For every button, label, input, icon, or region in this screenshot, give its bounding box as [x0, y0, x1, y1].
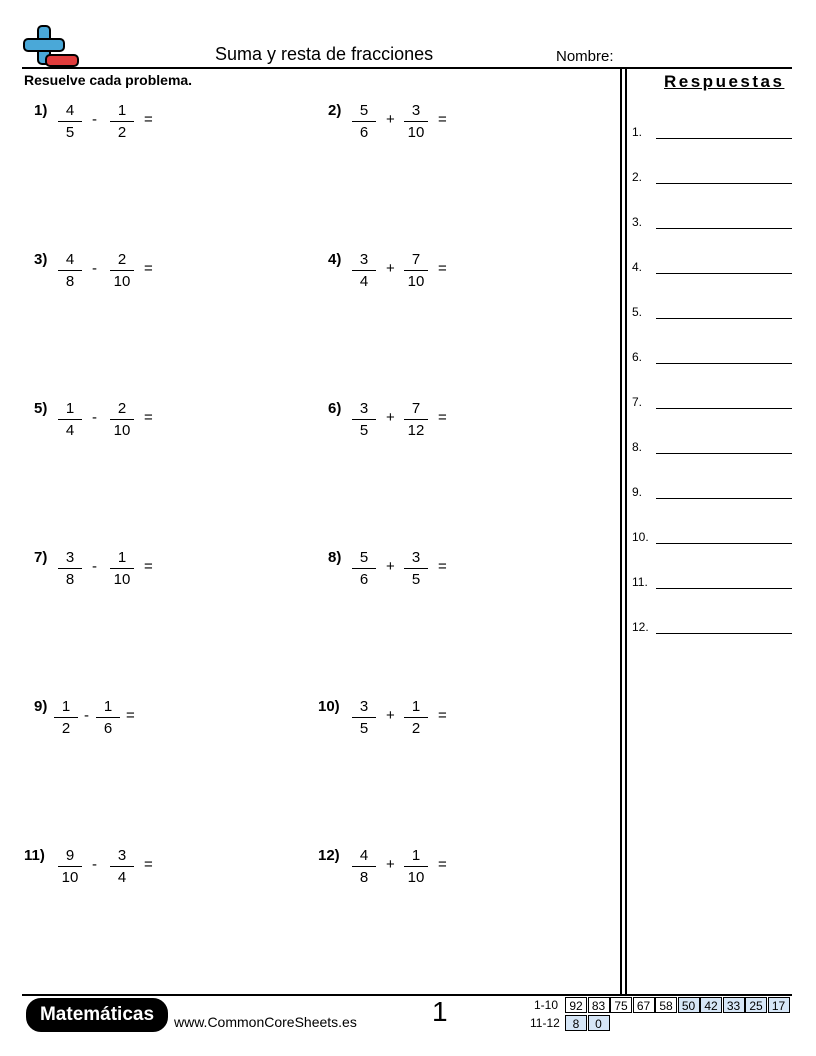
answer-row — [632, 254, 792, 274]
answer-number: 1. — [632, 125, 643, 139]
numerator: 1 — [404, 698, 428, 718]
problem-number: 2) — [328, 102, 342, 119]
problem — [318, 549, 598, 589]
equals-sign: = — [126, 707, 135, 724]
page-title: Suma y resta de fracciones — [215, 44, 434, 64]
numerator: 4 — [58, 251, 82, 271]
denominator: 8 — [359, 869, 369, 886]
operator: - — [92, 111, 97, 128]
answer-row — [632, 164, 792, 184]
answer-number: 7. — [632, 395, 643, 409]
numerator: 2 — [110, 251, 134, 271]
denominator: 10 — [407, 124, 425, 141]
numerator: 3 — [404, 102, 428, 122]
numerator: 3 — [58, 549, 82, 569]
equals-sign: = — [144, 558, 153, 575]
numerator: 3 — [110, 847, 134, 867]
score-cell: 83 — [588, 997, 610, 1013]
problem — [318, 102, 598, 142]
numerator: 1 — [110, 102, 134, 122]
operator: - — [92, 856, 97, 873]
equals-sign: = — [144, 260, 153, 277]
problem — [24, 847, 304, 887]
problem — [24, 251, 304, 291]
problem-number: 8) — [328, 549, 342, 566]
denominator: 10 — [407, 869, 425, 886]
answer-blank[interactable] — [656, 318, 792, 319]
problem-number: 3) — [34, 251, 48, 268]
score-cell: 75 — [610, 997, 632, 1013]
numerator: 4 — [58, 102, 82, 122]
answer-row — [632, 614, 792, 634]
column-divider — [625, 69, 627, 995]
score-cell: 25 — [745, 997, 767, 1013]
fraction — [352, 251, 376, 290]
problem-number: 6) — [328, 400, 342, 417]
name-label: Nombre: — [556, 48, 614, 65]
operator: + — [386, 409, 395, 426]
problem-number: 7) — [34, 549, 48, 566]
answer-blank[interactable] — [656, 633, 792, 634]
fraction — [352, 102, 376, 141]
fraction — [352, 549, 376, 588]
plus-minus-logo-icon — [22, 24, 80, 68]
answer-number: 11. — [632, 575, 648, 589]
operator: + — [386, 707, 395, 724]
fraction — [404, 847, 428, 886]
numerator: 1 — [54, 698, 78, 718]
problem-number: 5) — [34, 400, 48, 417]
fraction — [404, 400, 428, 439]
equals-sign: = — [144, 856, 153, 873]
column-divider — [620, 69, 622, 995]
equals-sign: = — [438, 856, 447, 873]
fraction — [58, 251, 82, 290]
score-cell: 92 — [565, 997, 587, 1013]
denominator: 5 — [411, 571, 421, 588]
answer-row — [632, 299, 792, 319]
answer-row — [632, 344, 792, 364]
numerator: 1 — [404, 847, 428, 867]
denominator: 8 — [65, 273, 75, 290]
numerator: 1 — [96, 698, 120, 718]
denominator: 4 — [117, 869, 127, 886]
problem — [318, 847, 598, 887]
answer-number: 3. — [632, 215, 643, 229]
numerator: 2 — [110, 400, 134, 420]
fraction — [404, 549, 428, 588]
score-cell: 33 — [723, 997, 745, 1013]
denominator: 6 — [359, 571, 369, 588]
problem — [318, 251, 598, 291]
fraction — [54, 698, 78, 737]
numerator: 9 — [58, 847, 82, 867]
operator: - — [92, 409, 97, 426]
denominator: 2 — [61, 720, 71, 737]
fraction — [404, 102, 428, 141]
denominator: 8 — [65, 571, 75, 588]
numerator: 4 — [352, 847, 376, 867]
score-cell: 8 — [565, 1015, 587, 1031]
fraction — [352, 698, 376, 737]
footer-divider — [22, 994, 792, 996]
answer-number: 5. — [632, 305, 643, 319]
answer-number: 10. — [632, 530, 649, 544]
numerator: 3 — [352, 251, 376, 271]
fraction — [110, 251, 134, 290]
problem-number: 1) — [34, 102, 48, 119]
operator: + — [386, 260, 395, 277]
equals-sign: = — [438, 558, 447, 575]
score-cell: 67 — [633, 997, 655, 1013]
fraction — [58, 400, 82, 439]
problem — [318, 400, 598, 440]
denominator: 6 — [103, 720, 113, 737]
denominator: 4 — [65, 422, 75, 439]
denominator: 5 — [359, 422, 369, 439]
fraction — [352, 847, 376, 886]
answer-blank[interactable] — [656, 543, 792, 544]
fraction — [404, 698, 428, 737]
problem — [24, 698, 304, 738]
problem — [24, 400, 304, 440]
problem — [24, 102, 304, 142]
operator: - — [92, 558, 97, 575]
score-cell: 0 — [588, 1015, 610, 1031]
operator: + — [386, 558, 395, 575]
score-cell: 50 — [678, 997, 700, 1013]
answers-title: Respuestas — [664, 72, 785, 91]
denominator: 10 — [113, 571, 131, 588]
problem-number: 9) — [34, 698, 48, 715]
numerator: 7 — [404, 251, 428, 271]
fraction — [110, 102, 134, 141]
site-url[interactable]: www.CommonCoreSheets.es — [174, 1014, 357, 1030]
answer-blank[interactable] — [656, 588, 792, 589]
page-number: 1 — [432, 996, 448, 1027]
answer-number: 12. — [632, 620, 649, 634]
denominator: 5 — [65, 124, 75, 141]
operator: + — [386, 111, 395, 128]
equals-sign: = — [144, 111, 153, 128]
answer-row — [632, 209, 792, 229]
problem — [318, 698, 598, 738]
answer-row — [632, 524, 792, 544]
answer-blank[interactable] — [656, 228, 792, 229]
fraction — [58, 102, 82, 141]
numerator: 3 — [352, 400, 376, 420]
score-cell: 17 — [768, 997, 790, 1013]
denominator: 10 — [407, 273, 425, 290]
denominator: 6 — [359, 124, 369, 141]
problem-number: 12) — [318, 847, 340, 864]
numerator: 5 — [352, 102, 376, 122]
brand-badge: Matemáticas — [26, 998, 168, 1032]
answer-blank[interactable] — [656, 273, 792, 274]
answer-blank[interactable] — [656, 363, 792, 364]
equals-sign: = — [438, 707, 447, 724]
answer-number: 6. — [632, 350, 643, 364]
answer-blank[interactable] — [656, 183, 792, 184]
answer-number: 2. — [632, 170, 643, 184]
instructions: Resuelve cada problema. — [24, 72, 193, 88]
denominator: 4 — [359, 273, 369, 290]
denominator: 10 — [61, 869, 79, 886]
denominator: 2 — [411, 720, 421, 737]
fraction — [352, 400, 376, 439]
equals-sign: = — [438, 111, 447, 128]
fraction — [96, 698, 120, 737]
answer-blank[interactable] — [656, 138, 792, 139]
score-cell: 58 — [655, 997, 677, 1013]
answer-number: 4. — [632, 260, 643, 274]
problem — [24, 549, 304, 589]
answer-row — [632, 569, 792, 589]
denominator: 5 — [359, 720, 369, 737]
denominator: 10 — [113, 422, 131, 439]
fraction — [58, 847, 82, 886]
fraction — [110, 847, 134, 886]
header-divider — [22, 67, 792, 69]
numerator: 1 — [110, 549, 134, 569]
answer-number: 8. — [632, 440, 643, 454]
fraction — [110, 400, 134, 439]
answer-number: 9. — [632, 485, 643, 499]
equals-sign: = — [144, 409, 153, 426]
numerator: 5 — [352, 549, 376, 569]
numerator: 3 — [404, 549, 428, 569]
fraction — [58, 549, 82, 588]
operator: + — [386, 856, 395, 873]
problem-number: 4) — [328, 251, 342, 268]
problem-number: 10) — [318, 698, 340, 715]
denominator: 10 — [113, 273, 131, 290]
answer-row — [632, 479, 792, 499]
answer-row — [632, 119, 792, 139]
fraction — [404, 251, 428, 290]
answer-blank[interactable] — [656, 408, 792, 409]
equals-sign: = — [438, 409, 447, 426]
answer-blank[interactable] — [656, 453, 792, 454]
numerator: 3 — [352, 698, 376, 718]
equals-sign: = — [438, 260, 447, 277]
numerator: 1 — [58, 400, 82, 420]
answer-row — [632, 389, 792, 409]
operator: - — [84, 707, 89, 724]
denominator: 12 — [407, 422, 425, 439]
numerator: 7 — [404, 400, 428, 420]
denominator: 2 — [117, 124, 127, 141]
answer-blank[interactable] — [656, 498, 792, 499]
fraction — [110, 549, 134, 588]
answer-row — [632, 434, 792, 454]
problem-number: 11) — [24, 847, 45, 864]
score-cell: 42 — [700, 997, 722, 1013]
score-row-label: 11-12 — [530, 1016, 560, 1030]
operator: - — [92, 260, 97, 277]
score-row-label: 1-10 — [534, 998, 559, 1012]
